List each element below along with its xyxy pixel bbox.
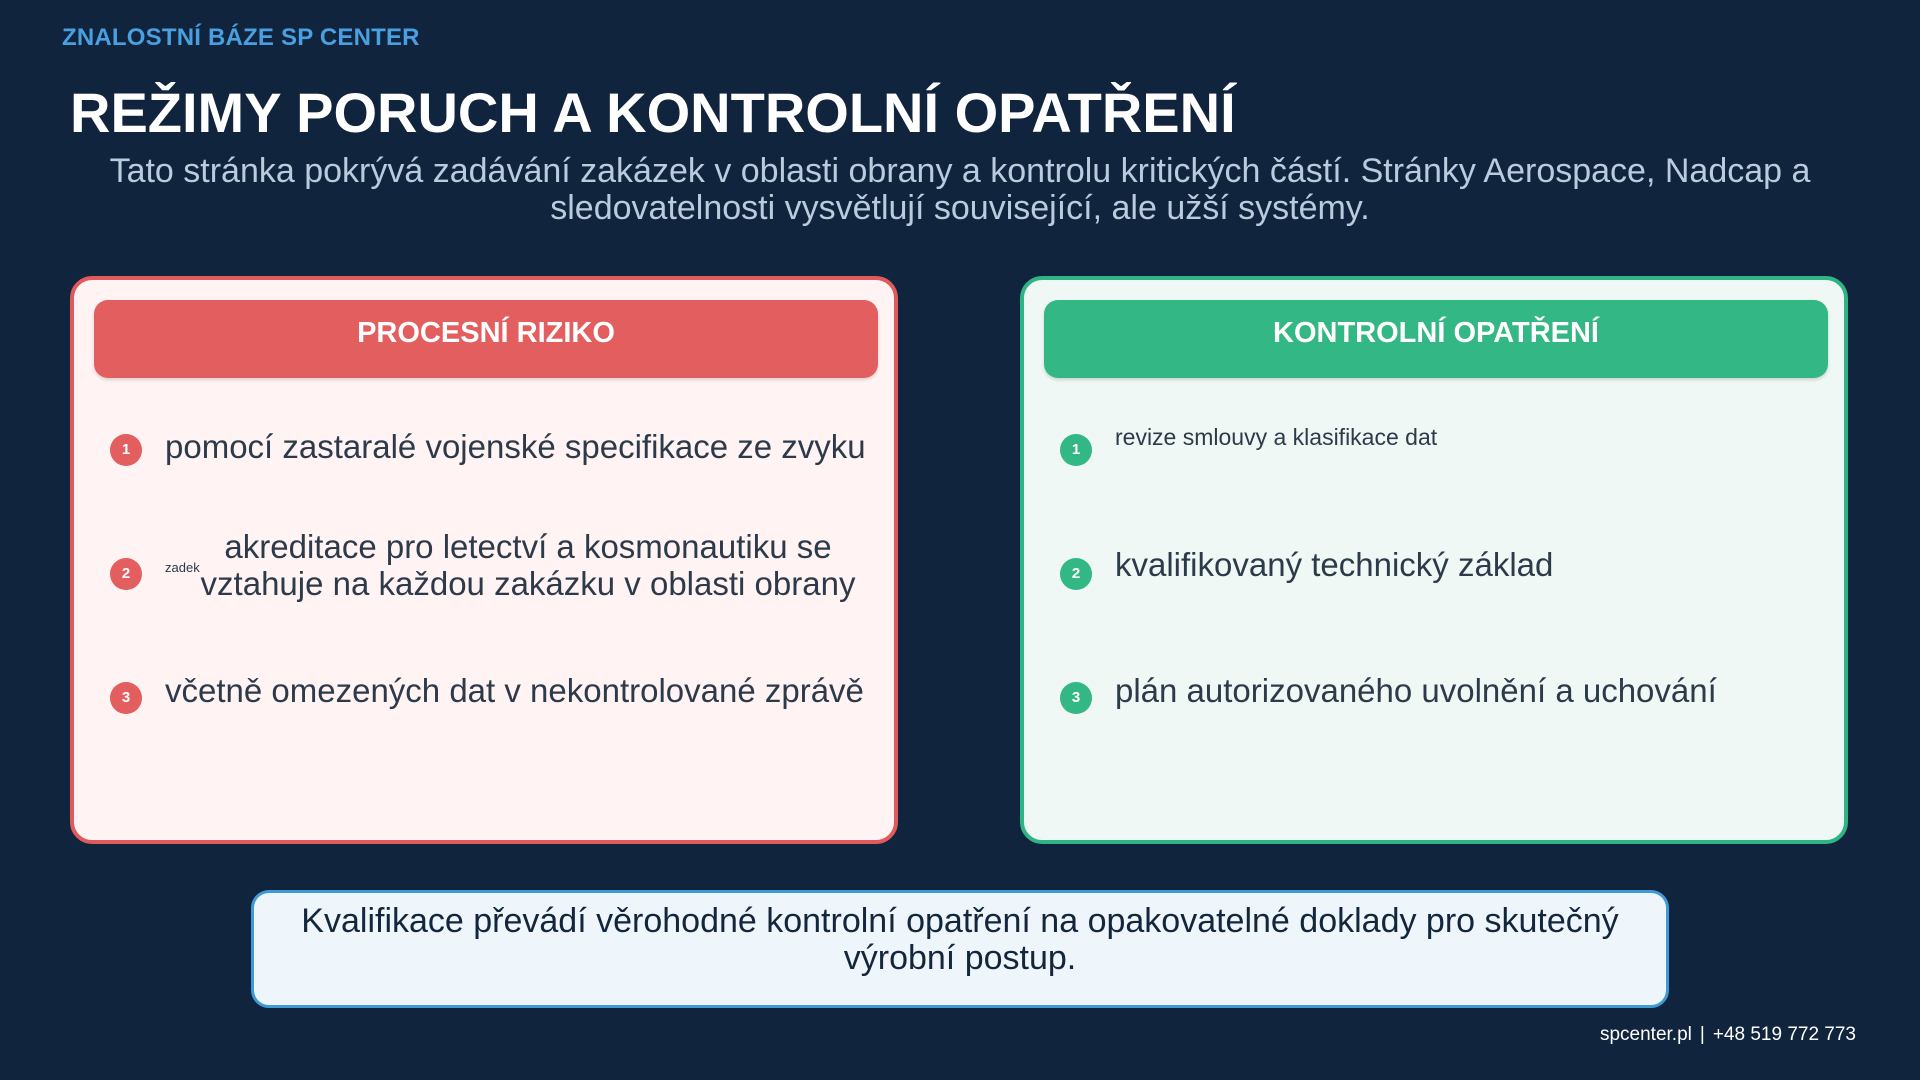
footer-phone: +48 519 772 773 xyxy=(1712,1024,1856,1045)
control-panel xyxy=(1020,276,1848,844)
footer-separator: | xyxy=(1699,1024,1705,1045)
footer-contact xyxy=(1600,1024,1856,1046)
control-item-badge: 1 xyxy=(1060,434,1092,466)
risk-panel xyxy=(70,276,898,844)
kicker-label: ZNALOSTNÍ BÁZE SP CENTER xyxy=(62,24,420,51)
control-item-text: plán autorizovaného uvolnění a uchování xyxy=(1115,672,1717,709)
control-item-text: kvalifikovaný technický základ xyxy=(1115,546,1554,583)
risk-item-text: včetně omezených dat v nekontrolované zprávě xyxy=(165,672,864,709)
footer-website: spcenter.pl xyxy=(1599,1024,1692,1045)
control-item-text: revize smlouvy a klasifikace dat xyxy=(1115,424,1438,450)
risk-item-badge: 3 xyxy=(110,682,142,714)
summary-text: Kvalifikace převádí věrohodné kontrolní opatření na opakovatelné doklady pro skutečný výrobní postup. xyxy=(301,902,1619,977)
risk-item-badge: 2 xyxy=(110,558,142,590)
page-title: REŽIMY PORUCH A KONTROLNÍ OPATŘENÍ xyxy=(70,81,1236,144)
summary-box xyxy=(251,890,1669,1008)
control-item-badge: 3 xyxy=(1060,682,1092,714)
risk-item-note: zadek xyxy=(165,560,200,575)
risk-item-text: akreditace pro letectví a kosmonautiku se vztahuje na každou zakázku v oblasti obrany xyxy=(200,528,856,602)
control-panel-title: KONTROLNÍ OPATŘENÍ xyxy=(1044,300,1828,378)
page-subtitle: Tato stránka pokrývá zadávání zakázek v oblasti obrany a kontrolu kritických částí. Stránky Aerospace, Nadcap a sledovatelnosti vysvětlují související, ale užší systémy. xyxy=(109,152,1811,227)
control-item-badge: 2 xyxy=(1060,558,1092,590)
risk-panel-title: PROCESNÍ RIZIKO xyxy=(94,300,878,378)
risk-item-badge: 1 xyxy=(110,434,142,466)
risk-item-text: pomocí zastaralé vojenské specifikace ze zvyku xyxy=(165,428,866,465)
